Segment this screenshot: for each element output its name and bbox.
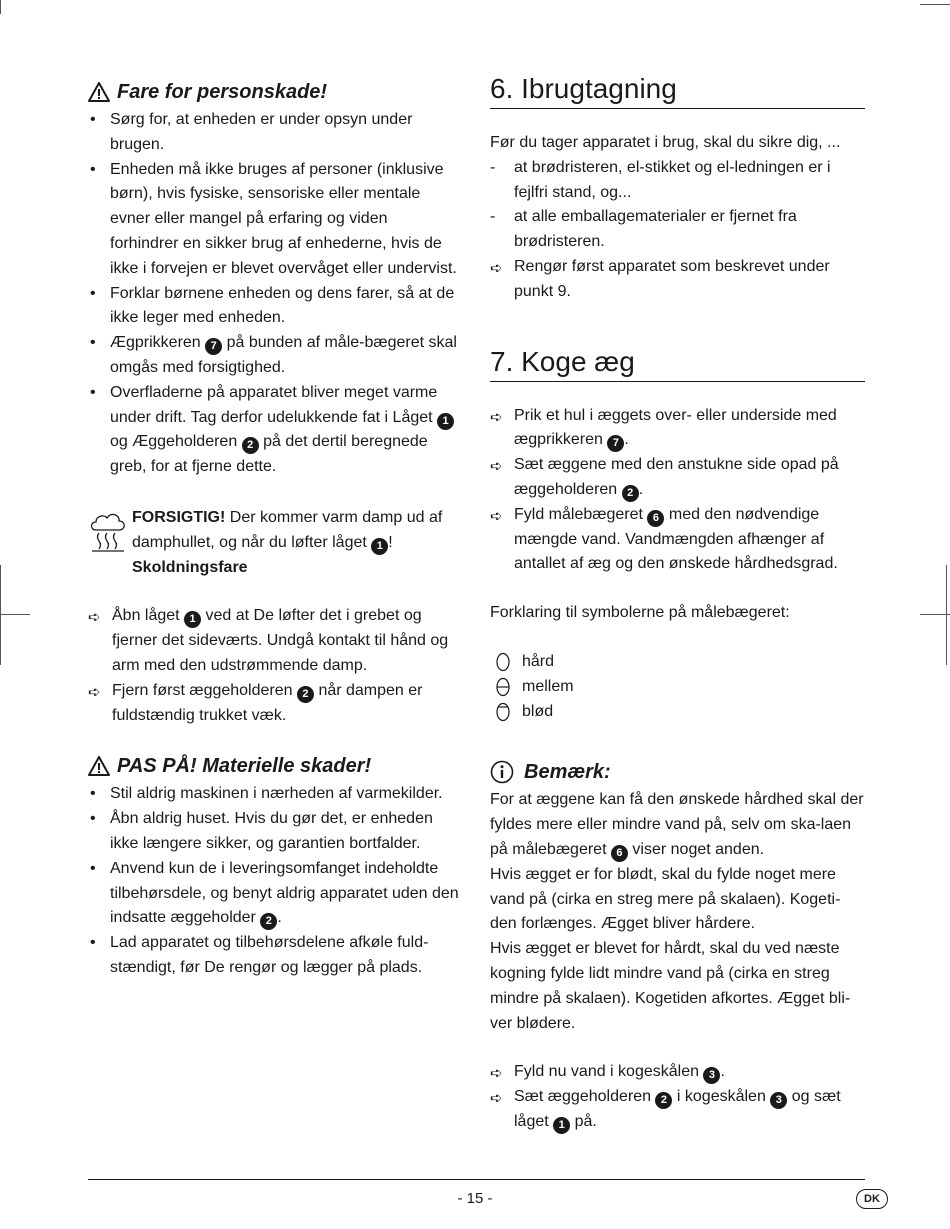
step-open-lid: ➪ Åbn låget 1 ved at De løfter det i grebet og fjerner det sideværts. Undgå kontakt til hånd og arm med den udstrømmende damp.: [88, 607, 449, 674]
footer-divider: [88, 1179, 865, 1180]
personal-injury-list: [88, 108, 460, 480]
step-place-eggs: ➪ Sæt æggene med den anstukne side opad på æggeholderen 2 .: [490, 453, 865, 503]
part-number-badge: 2: [622, 485, 639, 502]
list-item: • Åbn aldrig huset. Hvis du gør det, er enheden ikke længere sikker, og garantien bortfalder.: [88, 807, 460, 857]
part-number-badge: 1: [371, 538, 388, 555]
warning-triangle-icon: [88, 756, 110, 776]
arrow-right-icon: ➪: [490, 1090, 503, 1108]
part-number-badge: 3: [770, 1092, 787, 1109]
page-number: - 15 -: [457, 1190, 493, 1207]
arrow-right-icon: ➪: [88, 683, 101, 701]
section-6-intro: Før du tager apparatet i brug, skal du sikre dig, ...: [490, 134, 841, 151]
crop-mark: [0, 0, 1, 14]
part-number-badge: 1: [553, 1117, 570, 1134]
step-clean: ➪ Rengør først apparatet som beskrevet under punkt 9.: [490, 257, 830, 300]
egg-medium-icon: [496, 677, 510, 697]
step-remove-egg-holder: ➪ Fjern først æggeholderen 2 når dampen er fuldstændig trukket væk.: [88, 681, 423, 724]
part-number-badge: 6: [647, 510, 664, 527]
list-item: • Forklar børnene enheden og dens farer, så at de ikke leger med enheden.: [88, 282, 460, 332]
part-number-badge: 3: [703, 1067, 720, 1084]
section-7-title: 7. Koge æg: [490, 345, 865, 382]
part-number-badge: 1: [437, 413, 454, 430]
list-item: • Enheden må ikke bruges af personer (inklusive børn), hvis fysiske, sensoriske eller mentale evner eller mangel på erfaring og viden forhindrer en sikker brug af enhederne, hvis de ikke i forvejen er blevet overvåget eller undervist.: [88, 158, 460, 282]
list-item: • Lad apparatet og tilbehørsdelene afkøle fuld-stændigt, før De rengør og lægger på plads.: [88, 931, 460, 981]
steam-icon: [88, 506, 128, 552]
list-item: • Overfladerne på apparatet bliver meget varme under drift. Tag derfor udelukkende fat i Låget 1 og Æggeholderen 2 på det dertil beregnede greb, for at fjerne dette.: [88, 381, 460, 480]
step-fill-water: ➪ Fyld nu vand i kogeskålen 3 .: [490, 1060, 865, 1085]
note-heading: Bemærk:: [490, 758, 865, 786]
crop-mark: [0, 565, 1, 665]
check-item: - at brødristeren, el-stikket og el-ledningen er i fejlfri stand, og...: [490, 158, 831, 201]
part-number-badge: 2: [260, 913, 277, 930]
list-item: • Ægprikkeren 7 på bunden af måle-bægeret skal omgås med forsigtighed.: [88, 331, 460, 381]
arrow-right-icon: ➪: [490, 259, 503, 277]
check-item: - at alle emballagematerialer er fjernet fra brødristeren.: [490, 208, 797, 251]
step-prick-egg: ➪ Prik et hul i æggets over- eller underside med ægprikkeren 7 .: [490, 404, 865, 454]
list-item: • Sørg for, at enheden er under opsyn under brugen.: [88, 108, 460, 158]
crop-mark: [920, 614, 950, 615]
legend-intro: Forklaring til symbolerne på målebægeret:: [490, 604, 790, 622]
crop-mark: [946, 565, 947, 665]
caution-text: FORSIGTIG! Der kommer varm damp ud af damphullet, og når du løfter låget 1 ! Skoldningsfare: [132, 508, 443, 576]
note-paragraph: Hvis ægget er blevet for hårdt, skal du ved næste kogning fylde lidt mindre vand på (cirka en streg mindre på skalaen). Kogetiden afkortes. Ægget bli-ver blødere.: [490, 940, 851, 1032]
egg-soft-icon: [496, 702, 510, 722]
left-column: [88, 72, 460, 981]
arrow-right-icon: ➪: [88, 609, 101, 627]
warning-triangle-icon: [88, 82, 110, 102]
egg-hard-icon: [496, 652, 510, 672]
part-number-badge: 2: [655, 1092, 672, 1109]
arrow-right-icon: ➪: [490, 408, 503, 426]
legend-item-hard: hård: [490, 650, 865, 675]
list-item: • Stil aldrig maskinen i nærheden af varmekilder.: [88, 782, 460, 807]
note-paragraph: For at æggene kan få den ønskede hårdhed skal der fyldes mere eller mindre vand på, selv om ska-laen på målebægeret 6 viser noget anden.: [490, 788, 865, 862]
arrow-right-icon: ➪: [490, 458, 503, 476]
material-damage-list: [88, 782, 460, 980]
part-number-badge: 6: [611, 845, 628, 862]
arrow-right-icon: ➪: [490, 507, 503, 525]
part-number-badge: 2: [297, 686, 314, 703]
note-paragraph: Hvis ægget er for blødt, skal du fylde noget mere vand på (cirka en streg mere på skalaen). Kogeti-den forlænges. Ægget bliver hårdere.: [490, 865, 841, 933]
step-fill-measuring-cup: ➪ Fyld målebægeret 6 med den nødvendige mængde vand. Vandmængden afhænger af antallet af æg og den ønskede hårdhedsgrad.: [490, 505, 838, 573]
material-damage-warning-heading: PAS PÅ! Materielle skader!: [88, 752, 460, 780]
arrow-right-icon: ➪: [490, 1065, 503, 1083]
info-icon: [490, 760, 514, 784]
right-column: [490, 72, 865, 1135]
part-number-badge: 7: [607, 435, 624, 452]
legend-item-soft: blød: [490, 700, 865, 725]
language-badge: DK: [856, 1189, 888, 1209]
list-item: • Anvend kun de i leveringsomfanget indeholdte tilbehørsdele, og benyt aldrig apparatet uden den indsatte æggeholder 2 .: [88, 857, 460, 931]
scald-hazard-label: Skoldningsfare: [132, 558, 248, 576]
part-number-badge: 7: [205, 338, 222, 355]
crop-mark: [0, 614, 30, 615]
symbol-legend: [490, 650, 865, 724]
part-number-badge: 2: [242, 437, 259, 454]
step-insert-holder: ➪ Sæt æggeholderen 2 i kogeskålen 3 og sæt låget 1 på.: [490, 1085, 865, 1135]
personal-injury-warning-heading: Fare for personskade!: [88, 78, 460, 106]
crop-mark: [920, 4, 950, 5]
legend-item-medium: mellem: [490, 675, 865, 700]
section-6-title: 6. Ibrugtagning: [490, 72, 865, 109]
caution-box: [88, 506, 460, 580]
part-number-badge: 1: [184, 611, 201, 628]
